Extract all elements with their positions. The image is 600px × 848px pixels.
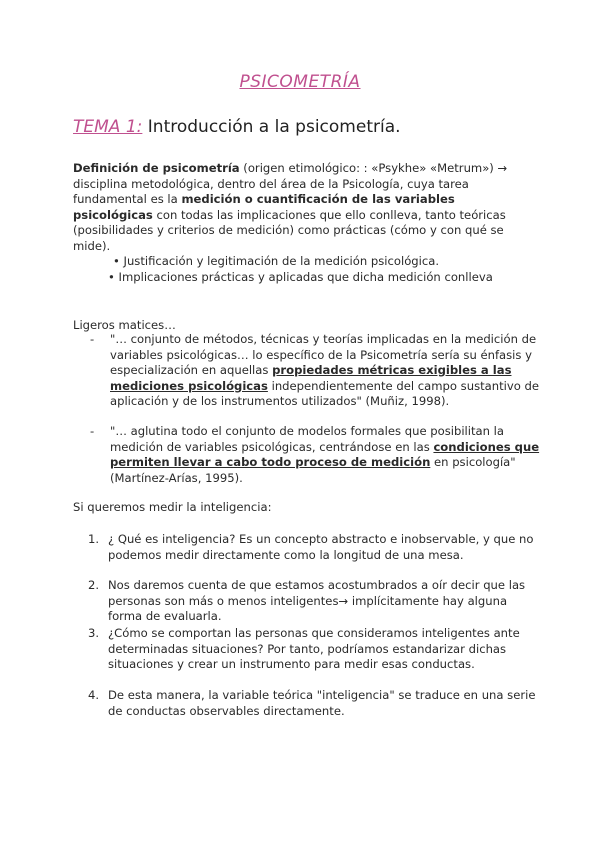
nuance-text-before: "… aglutina todo el conjunto de modelos formales que posibilitan la medición de variables psicológicas, centrándose en las	[110, 424, 505, 454]
nuance-text-before: "… conjunto de métodos, técnicas y teorías implicadas en la medición de variables psicológicas… lo específico de la Psicometría sería su énfasis y especialización en aquellas	[110, 332, 537, 377]
list-item-text: Nos daremos cuenta de que estamos acostumbrados a oír decir que las personas son más o menos inteligentes→ implícitamente hay alguna forma de evaluarla.	[108, 578, 526, 623]
definition-bullet: • Justificación y legitimación de la medición psicológica.	[113, 254, 440, 268]
nuance-text	[110, 332, 540, 410]
nuance-emphasis: condiciones que permiten llevar a cabo todo proceso de medición	[110, 439, 540, 469]
definition-emphasis: medición o cuantificación de las variables psicológicas	[73, 192, 455, 222]
page-title: PSICOMETRÍA	[239, 72, 361, 92]
list-number: 2.	[88, 578, 100, 592]
nuance-text	[110, 424, 540, 486]
list-item-text: ¿ Qué es inteligencia? Es un concepto abstracto e inobservable, y que no podemos medir directamente como la longitud de una mesa.	[108, 532, 534, 562]
topic-title: Introducción a la psicometría.	[142, 117, 401, 137]
list-number: 3.	[88, 626, 100, 640]
list-number: 1.	[88, 532, 100, 546]
nuances-heading: Ligeros matices…	[73, 318, 176, 332]
nuance-text-after: en psicología" (Martínez-Arías, 1995).	[110, 455, 516, 485]
definition-intro: (origen etimológico: : «Psykhe» «Metrum») → disciplina metodológica, dentro del área de la Psicología, cuya tarea fundamental es la	[73, 161, 508, 206]
definition-paragraph	[73, 161, 533, 254]
nuance-emphasis: propiedades métricas exigibles a las mediciones psicológicas	[110, 363, 512, 393]
topic-number: TEMA 1:	[73, 117, 143, 137]
topic-heading	[73, 117, 401, 137]
list-marker: -	[90, 332, 95, 346]
list-number: 4.	[88, 688, 100, 702]
definition-bullet: • Implicaciones prácticas y aplicadas que dicha medición conlleva	[108, 270, 493, 284]
definition-rest: con todas las implicaciones que ello conlleva, tanto teóricas (posibilidades y criterios de medición) como prácticas (cómo y con qué se mide).	[73, 207, 506, 253]
definition-term: Definición de psicometría	[73, 161, 240, 175]
intelligence-heading: Si queremos medir la inteligencia:	[73, 500, 272, 514]
nuance-text-after: independientemente del campo sustantivo de aplicación y de los instrumentos utilizados" (Muñiz, 1998).	[110, 378, 540, 408]
list-marker: -	[90, 424, 95, 438]
list-item-text: ¿Cómo se comportan las personas que consideramos inteligentes ante determinadas situaciones? Por tanto, podríamos estandarizar dichas situaciones y crear un instrumento para medir esas conductas.	[108, 626, 520, 671]
list-item-text: De esta manera, la variable teórica "inteligencia" se traduce en una serie de conductas observables directamente.	[108, 688, 536, 718]
